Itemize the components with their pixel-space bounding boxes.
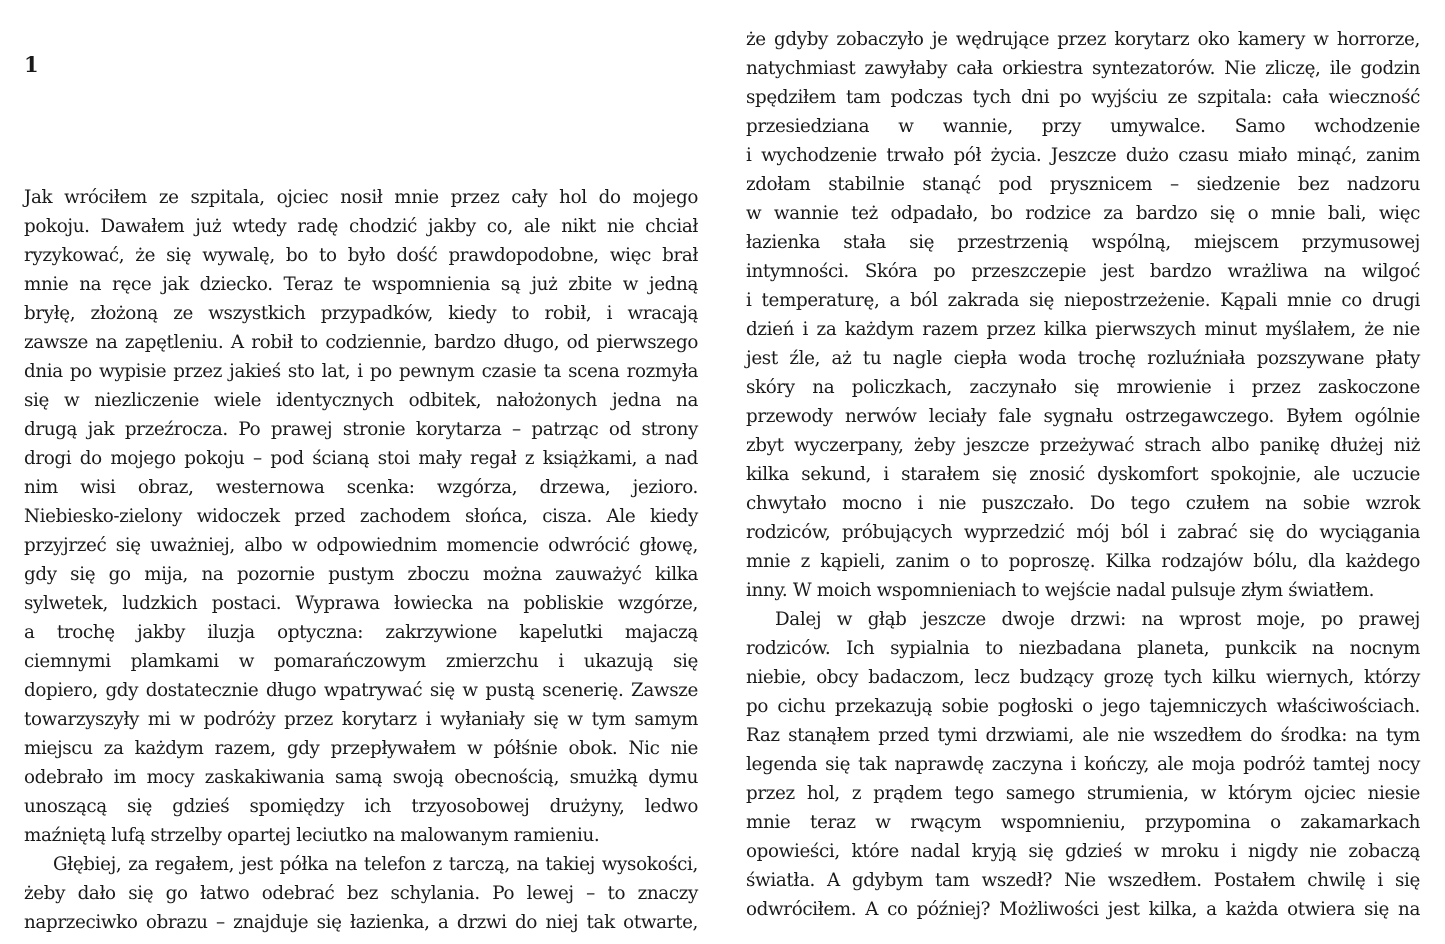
text-line: mnie z kąpieli, zanim o to poproszę. Kilka rodzajów bólu, dla każdego xyxy=(746,551,1420,572)
text-line: i temperaturę, a ból zakrada się niepostrzeżenie. Kąpali mnie co drugi xyxy=(746,290,1420,311)
text-line: nim wisi obraz, westernowa scenka: wzgórza, drzewa, jezioro. xyxy=(24,477,698,498)
text-line: odwróciłem. A co później? Możliwości jest kilka, a każda otwiera się na xyxy=(746,899,1420,920)
text-line: a trochę jakby iluzja optyczna: zakrzywione kapelutki majaczą xyxy=(24,622,698,643)
text-line: jest źle, aż tu nagle ciepła woda trochę rozluźniała pozszywane płaty xyxy=(746,348,1420,369)
text-line: Niebiesko-zielony widoczek przed zachodem słońca, cisza. Ale kiedy xyxy=(24,506,698,527)
text-line: kilka sekund, i starałem się znosić dyskomfort spokojnie, ale uczucie xyxy=(746,464,1420,485)
text-line: drogi do mojego pokoju – pod ścianą stoi mały regał z książkami, a nad xyxy=(24,448,698,469)
text-line: dzień i za każdym razem przez kilka pierwszych minut myślałem, że nie xyxy=(746,319,1420,340)
text-line: skóry na policzkach, zaczynało się mrowienie i przez zaskoczone xyxy=(746,377,1420,398)
text-line: rodziców, próbujących wyprzedzić mój ból i zabrać się do wyciągania xyxy=(746,522,1420,543)
right-page-column xyxy=(746,25,1420,924)
text-line: zdołam stabilnie stanąć pod prysznicem – siedzenie bez nadzoru xyxy=(746,174,1420,195)
text-line: Raz stanąłem przed tymi drzwiami, ale nie wszedłem do środka: na tym xyxy=(746,725,1420,746)
text-line: rodziców. Ich sypialnia to niezbadana planeta, punkcik na nocnym xyxy=(746,638,1420,659)
text-line: gdy się go mija, na pozornie pustym zboczu można zauważyć kilka xyxy=(24,564,698,585)
text-line: legenda się tak naprawdę zaczyna i kończy, ale moja podróż tamtej nocy xyxy=(746,754,1420,775)
text-line: ryzykować, że się wywalę, bo to było dość prawdopodobne, więc brał xyxy=(24,245,698,266)
text-line: miejscu za każdym razem, gdy przepływałem w półśnie obok. Nic nie xyxy=(24,738,698,759)
text-line: dnia po wypisie przez jakieś sto lat, i po pewnym czasie ta scena rozmyła xyxy=(24,361,698,382)
text-line: mnie na ręce jak dziecko. Teraz te wspomnienia są już zbite w jedną xyxy=(24,274,698,295)
left-text-body xyxy=(24,183,698,937)
text-line: Dalej w głąb jeszcze dwoje drzwi: na wprost moje, po prawej xyxy=(775,609,1420,630)
text-line: że gdyby zobaczyło je wędrujące przez korytarz oko kamery w horrorze, xyxy=(746,29,1420,50)
text-line: natychmiast zawyłaby cała orkiestra syntezatorów. Nie zliczę, ile godzin xyxy=(746,58,1420,79)
chapter-number: 1 xyxy=(24,52,39,77)
text-line: zbyt wyczerpany, żeby jeszcze przeżywać strach albo panikę dłużej niż xyxy=(746,435,1420,456)
text-line: opowieści, które nadal kryją się gdzieś w mroku i nigdy nie zobaczą xyxy=(746,841,1420,862)
text-line: drugą jak przeźrocza. Po prawej stronie korytarza – patrząc od strony xyxy=(24,419,698,440)
text-line: maźniętą lufą strzelby opartej leciutko na malowanym ramieniu. xyxy=(24,825,600,846)
text-line: zawsze na zapętleniu. A robił to codziennie, bardzo długo, od pierwszego xyxy=(24,332,698,353)
right-text-body xyxy=(746,25,1420,924)
text-line: w wannie też odpadało, bo rodzice za bardzo się o mnie bali, więc xyxy=(746,203,1420,224)
text-line: ciemnymi plamkami w pomarańczowym zmierzchu i ukazują się xyxy=(24,651,698,672)
text-line: Jak wróciłem ze szpitala, ojciec nosił mnie przez cały hol do mojego xyxy=(24,187,698,208)
text-line: sylwetek, ludzkich postaci. Wyprawa łowiecka na pobliskie wzgórze, xyxy=(24,593,698,614)
text-line: bryłę, złożoną ze wszystkich przypadków, kiedy to robił, i wracają xyxy=(24,303,698,324)
text-line: łazienka stała się przestrzenią wspólną, miejscem przymusowej xyxy=(746,232,1420,253)
text-line: naprzeciwko obrazu – znajduje się łazienka, a drzwi do niej tak otwarte, xyxy=(24,912,698,933)
text-line: intymności. Skóra po przeszczepie jest bardzo wrażliwa na wilgoć xyxy=(746,261,1420,282)
text-line: przyjrzeć się uważniej, albo w odpowiednim momencie odwrócić głowę, xyxy=(24,535,698,556)
text-line: przesiedziana w wannie, przy umywalce. Samo wchodzenie xyxy=(746,116,1420,137)
text-line: po cichu przekazują sobie pogłoski o jego tajemniczych właściwościach. xyxy=(746,696,1420,717)
text-line: unoszącą się gdzieś spomiędzy ich trzyosobowej drużyny, ledwo xyxy=(24,796,698,817)
text-line: spędziłem tam podczas tych dni po wyjściu ze szpitala: cała wieczność xyxy=(746,87,1420,108)
text-line: mnie teraz w rwącym wspomnieniu, przypomina o zakamarkach xyxy=(746,812,1420,833)
text-line: żeby dało się go łatwo odebrać bez schylania. Po lewej – to znaczy xyxy=(24,883,698,904)
text-line: Głębiej, za regałem, jest półka na telefon z tarczą, na takiej wysokości, xyxy=(53,854,698,875)
text-line: odebrało im mocy zaskakiwania samą swoją obecnością, smużką dymu xyxy=(24,767,698,788)
text-line: dopiero, gdy dostatecznie długo wpatrywać się w pustą scenerię. Zawsze xyxy=(24,680,698,701)
text-line: światła. A gdybym tam wszedł? Nie wszedłem. Postałem chwilę i się xyxy=(746,870,1420,891)
text-line: towarzyszyły mi w podróży przez korytarz i wyłaniały się w tym samym xyxy=(24,709,698,730)
text-line: niebie, obcy badaczom, lecz budzący grozę tych kilku wiernych, którzy xyxy=(746,667,1420,688)
text-line: inny. W moich wspomnieniach to wejście nadal pulsuje złym światłem. xyxy=(746,580,1375,601)
text-line: się w niezliczenie wiele identycznych odbitek, nałożonych jedna na xyxy=(24,390,698,411)
text-line: pokoju. Dawałem już wtedy radę chodzić jakby co, ale nikt nie chciał xyxy=(24,216,698,237)
text-line: przewody nerwów leciały fale sygnału ostrzegawczego. Byłem ogólnie xyxy=(746,406,1420,427)
text-line: i wychodzenie trwało pół życia. Jeszcze dużo czasu miało minąć, zanim xyxy=(746,145,1420,166)
text-line: chwytało mocno i nie puszczało. Do tego czułem na sobie wzrok xyxy=(746,493,1420,514)
text-line: przez hol, z prądem tego samego strumienia, w którym ojciec niesie xyxy=(746,783,1420,804)
